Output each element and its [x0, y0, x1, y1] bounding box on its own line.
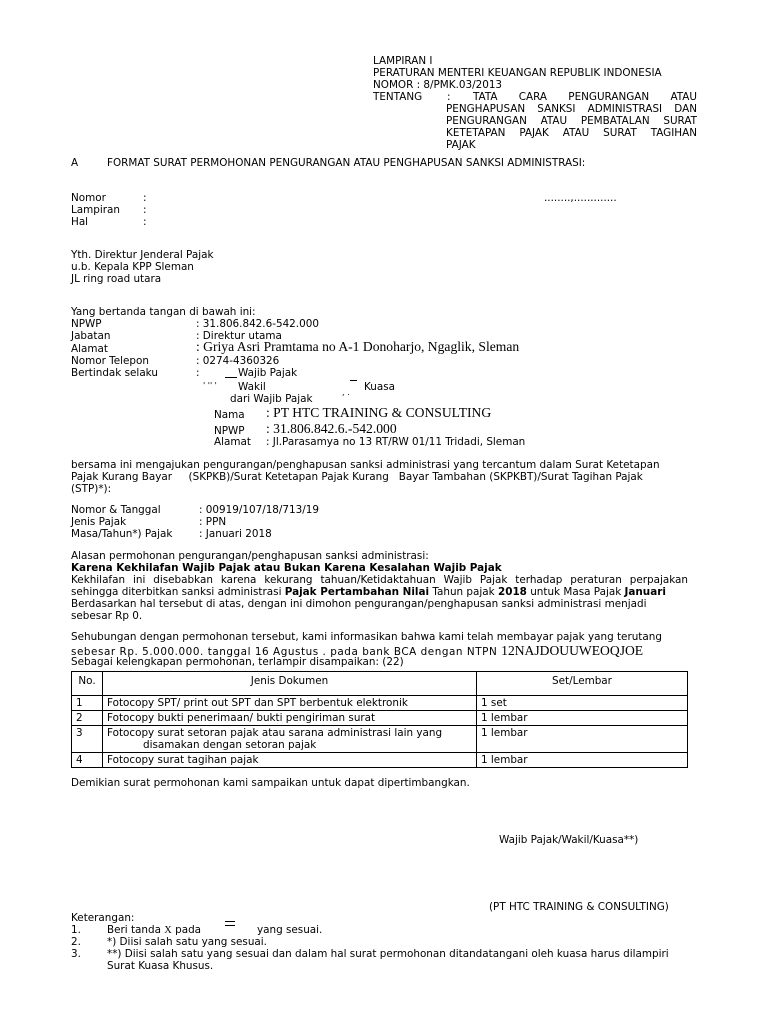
note-3-text: **) Diisi salah satu yang sesuai dan dalam hal surat permohonan ditandatangani oleh kuasa harus dilampiri	[107, 948, 669, 960]
note-checkbox-mark-bottom	[225, 925, 235, 926]
signer-intro: Yang bertanda tangan di bawah ini:	[71, 306, 256, 318]
row-no: 3	[72, 726, 103, 753]
bertindak-sep: :	[196, 367, 200, 379]
row-qty: 1 lembar	[477, 753, 688, 768]
header-jenis-dokumen: Jenis Dokumen	[103, 672, 477, 696]
row-no: 1	[72, 696, 103, 711]
note-1-text	[107, 925, 201, 937]
row-doc: Fotocopy SPT/ print out SPT dan SPT berbentuk elektronik	[103, 696, 477, 711]
pay-amount-text: sebesar Rp. 5.000.000. tanggal 16 Agustus . pada bank BCA dengan NTPN	[71, 646, 502, 658]
nomor-tanggal-value: : 00919/107/18/713/19	[199, 504, 319, 516]
row-qty: 1 lembar	[477, 726, 688, 753]
bertindak-label: Bertindak selaku	[71, 367, 158, 379]
lampiran-field-label: Lampiran	[71, 204, 120, 216]
para1-line-2: Pajak Kurang Bayar (SKPKB)/Surat Ketetapan Pajak Kurang Bayar Tambahan (SKPKBT)/Surat Tagihan Pajak	[71, 471, 643, 483]
notes-title: Keterangan:	[71, 912, 135, 924]
wajib-pajak-option: Wajib Pajak	[238, 367, 298, 379]
alasan-text-a: sehingga diterbitkan sanksi administrasi	[71, 586, 285, 598]
jabatan-label: Jabatan	[71, 330, 111, 342]
nomor-tanggal-label: Nomor & Tanggal	[71, 504, 161, 516]
kuasa-option: Kuasa	[364, 381, 396, 393]
alasan-pajak-type: Pajak Pertambahan Nilai	[284, 586, 430, 598]
row-qty: 1 set	[477, 696, 688, 711]
tentang-line-5: PAJAK	[446, 139, 476, 151]
jenis-pajak-value: : PPN	[199, 516, 227, 528]
alasan-text-c: Tahun pajak	[429, 586, 498, 598]
telepon-value: : 0274-4360326	[196, 355, 280, 367]
checkbox-mark-wakil: ' '' '	[203, 381, 217, 390]
npwp2-value: : 31.806.842.6.-542.000	[266, 421, 397, 436]
closing-text: Demikian surat permohonan kami sampaikan untuk dapat dipertimbangkan.	[71, 777, 470, 789]
checkbox-dots-kuasa: , .	[342, 388, 350, 397]
telepon-label: Nomor Telepon	[71, 355, 149, 367]
nomor-sep: :	[143, 192, 147, 204]
row-doc: Fotocopy surat tagihan pajak	[103, 753, 477, 768]
alasan-text-e: untuk Masa Pajak	[526, 586, 625, 598]
lampiran-sep: :	[143, 204, 147, 216]
header-set-lembar: Set/Lembar	[477, 672, 688, 696]
note-3-num: 3.	[71, 948, 81, 960]
note-checkbox-mark-top	[225, 921, 235, 922]
tentang-sep: :	[447, 91, 451, 103]
tentang-line-4: KETETAPAN PAJAK ATAU SURAT TAGIHAN	[446, 127, 697, 139]
tentang-line-2: PENGHAPUSAN SANKSI ADMINISTRASI DAN	[446, 103, 697, 115]
alasan-line-1: Kekhilafan ini disebabkan karena kekurang tahuan/Ketidaktahuan Wajib Pajak terhadap peraturan perpajakan	[71, 574, 688, 586]
alamat2-label: Alamat	[214, 436, 251, 448]
alamat2-value: : Jl.Parasamya no 13 RT/RW 01/11 Tridadi, Sleman	[266, 436, 526, 448]
alasan-month: Januari	[624, 586, 666, 598]
jenis-pajak-label: Jenis Pajak	[71, 516, 127, 528]
note-1-num: 1.	[71, 924, 81, 936]
lampiran-label: LAMPIRAN I	[373, 55, 433, 67]
pay-line-1: Sehubungan dengan permohonan tersebut, kami informasikan bahwa kami telah membayar pajak yang terutang	[71, 631, 662, 643]
para1-line-1: bersama ini mengajukan pengurangan/penghapusan sanksi administrasi yang tercantum dalam Surat Ketetapan	[71, 459, 660, 471]
row-qty: 1 lembar	[477, 711, 688, 726]
jabatan-value: : Direktur utama	[196, 330, 282, 342]
place-date: ........,.............	[544, 192, 617, 204]
tentang-line-1: TATA CARA PENGURANGAN ATAU	[473, 91, 697, 103]
hal-label: Hal	[71, 216, 89, 228]
table-row	[72, 696, 688, 711]
signature-name: (PT HTC TRAINING & CONSULTING)	[489, 901, 669, 913]
note-3-text-2: Surat Kuasa Khusus.	[107, 960, 214, 972]
document-table	[71, 671, 688, 768]
ntpn-value: 12NAJDOUUWEOQJOE	[501, 643, 644, 658]
alasan-title: Karena Kekhilafan Wajib Pajak atau Bukan Karena Kesalahan Wajib Pajak	[71, 562, 502, 574]
alasan-line-4: sebesar Rp 0.	[71, 610, 143, 622]
header-no: No.	[72, 672, 103, 696]
recipient-line-1: Yth. Direktur Jenderal Pajak	[71, 249, 214, 261]
note-1-text-c: yang sesuai.	[257, 924, 323, 936]
masa-value: : Januari 2018	[199, 528, 272, 540]
recipient-line-2: u.b. Kepala KPP Sleman	[71, 261, 194, 273]
nomor-label: Nomor	[71, 192, 106, 204]
alamat-label: Alamat	[71, 343, 108, 355]
nama-value: : PT HTC TRAINING & CONSULTING	[266, 405, 492, 420]
checkbox-mark-kuasa	[350, 380, 357, 381]
note-1-text-b: pada	[171, 924, 202, 936]
row-doc-line-1: Fotocopy surat setoran pajak atau sarana administrasi lain yang	[107, 727, 443, 739]
section-letter: A	[71, 157, 79, 169]
hal-sep: :	[143, 216, 147, 228]
note-2-num: 2.	[71, 936, 81, 948]
para1-line-3: (STP)*):	[71, 483, 112, 495]
masa-label: Masa/Tahun*) Pajak	[71, 528, 173, 540]
table-row	[72, 726, 688, 753]
recipient-line-3: JL ring road utara	[71, 273, 162, 285]
table-header-row	[72, 672, 688, 696]
alasan-line-3: Berdasarkan hal tersebut di atas, dengan ini dimohon pengurangan/penghapusan sanksi administrasi menjadi	[71, 598, 647, 610]
alasan-line-2	[71, 587, 666, 599]
nama-label: Nama	[214, 409, 245, 421]
alasan-year: 2018	[497, 586, 527, 598]
note-1-text-a: Beri tanda	[107, 924, 165, 936]
section-title: FORMAT SURAT PERMOHONAN PENGURANGAN ATAU PENGHAPUSAN SANKSI ADMINISTRASI:	[107, 157, 586, 169]
row-no: 4	[72, 753, 103, 768]
signature-role: Wajib Pajak/Wakil/Kuasa**)	[499, 834, 639, 846]
tentang-line-3: PENGURANGAN ATAU PEMBATALAN SURAT	[446, 115, 697, 127]
checkbox-mark	[225, 377, 237, 378]
npwp-value: : 31.806.842.6-542.000	[196, 318, 319, 330]
npwp2-label: NPWP	[214, 425, 245, 437]
tentang-label: TENTANG	[373, 91, 423, 103]
row-doc	[103, 726, 477, 753]
table-row	[72, 711, 688, 726]
table-row	[72, 753, 688, 768]
pay-line-3: Sebagai kelengkapan permohonan, terlampir disampaikan: (22)	[71, 656, 404, 668]
dari-wajib-pajak: dari Wajib Pajak	[230, 393, 313, 405]
peraturan-title: PERATURAN MENTERI KEUANGAN REPUBLIK INDONESIA	[373, 67, 662, 79]
alamat-value: : Griya Asri Pramtama no A-1 Donoharjo, Ngaglik, Sleman	[196, 339, 520, 354]
row-no: 2	[72, 711, 103, 726]
alasan-intro: Alasan permohonan pengurangan/penghapusan sanksi administrasi:	[71, 550, 429, 562]
npwp-label: NPWP	[71, 318, 102, 330]
note-2-text: *) Diisi salah satu yang sesuai.	[107, 936, 267, 948]
row-doc-line-2: disamakan dengan setoran pajak	[143, 739, 317, 751]
row-doc: Fotocopy bukti penerimaan/ bukti pengiriman surat	[103, 711, 477, 726]
wakil-option: Wakil	[238, 381, 266, 393]
nomor-peraturan: NOMOR : 8/PMK.03/2013	[373, 79, 503, 91]
note-1-mark: X	[164, 925, 172, 936]
